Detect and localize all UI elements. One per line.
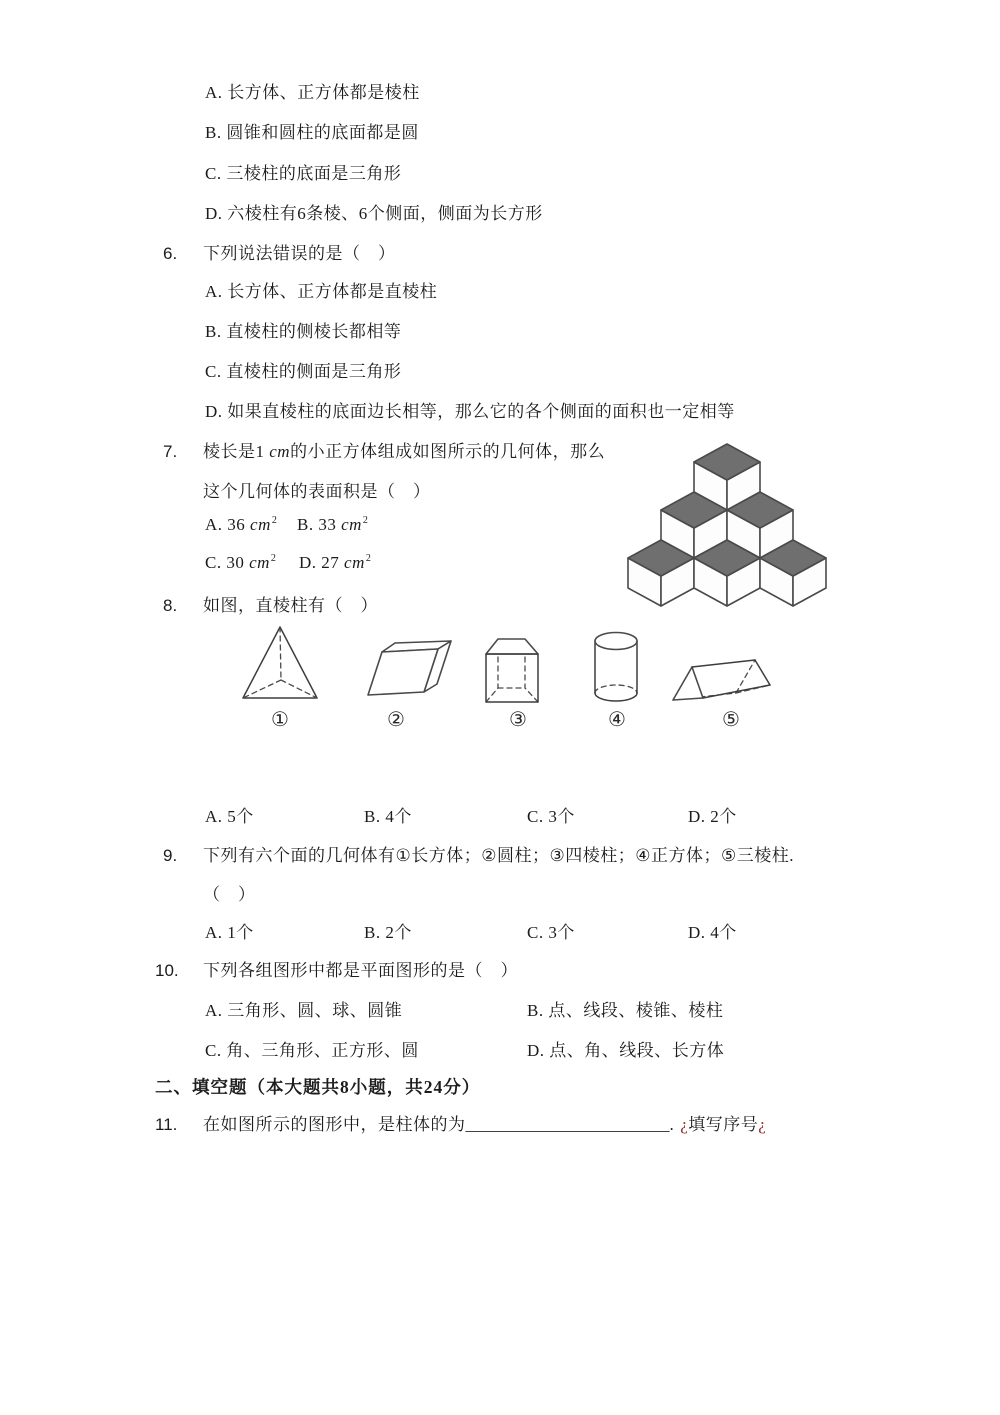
q6-text: 下列说法错误的是（ ） <box>203 244 396 263</box>
figure-5-lying-triangular-prism <box>668 654 774 704</box>
q11-number: 11. <box>155 1115 178 1134</box>
figure-2-oblique-prism <box>362 638 456 704</box>
q6-option-c: C. 直棱柱的侧面是三角形 <box>205 362 402 381</box>
red-close-mark: ¿ <box>758 1115 767 1134</box>
figure-label-4: ④ <box>608 707 626 731</box>
q8-option-c: C. 3个 <box>527 807 575 826</box>
q6-number: 6. <box>163 244 178 263</box>
q10-option-d: D. 点、角、线段、长方体 <box>527 1041 725 1060</box>
q8-option-a: A. 5个 <box>205 807 254 826</box>
q6-option-d: D. 如果直棱柱的底面边长相等，那么它的各个侧面的面积也一定相等 <box>205 402 735 421</box>
q9-option-b: B. 2个 <box>364 923 412 942</box>
figure-label-3: ③ <box>509 707 527 731</box>
fill-in-blank: ________________________ <box>465 1115 670 1134</box>
q5-option-c: C. 三棱柱的底面是三角形 <box>205 164 402 183</box>
q8-option-d: D. 2个 <box>688 807 737 826</box>
q9-number: 9. <box>163 846 178 865</box>
q11-text: 在如图所示的图形中，是柱体的为________________________. ¿填写序号¿ <box>203 1115 767 1134</box>
q7-text-line1: 棱长是1 cm的小正方体组成如图所示的几何体，那么 <box>203 442 606 461</box>
figure-label-2: ② <box>387 707 405 731</box>
q6-option-a: A. 长方体、正方体都是直棱柱 <box>205 282 438 301</box>
figure-1-triangular-pyramid <box>240 624 320 702</box>
red-open-mark: ¿ <box>680 1115 689 1134</box>
stacked-cubes-figure <box>628 441 828 607</box>
q7-option-a: A. 36 $cm^2$ <box>205 515 278 534</box>
q10-text: 下列各组图形中都是平面图形的是（ ） <box>203 961 518 980</box>
q9-text: 下列有六个面的几何体有①长方体；②圆柱；③四棱柱；④正方体；⑤三棱柱. <box>203 846 794 865</box>
q7-number: 7. <box>163 442 178 461</box>
q9-option-c: C. 3个 <box>527 923 575 942</box>
q9-option-d: D. 4个 <box>688 923 737 942</box>
q10-number: 10. <box>155 961 179 980</box>
q7-option-d: D. 27 $cm^2$ <box>299 553 372 572</box>
figure-label-1: ① <box>271 707 289 731</box>
section-2-header: 二、填空题（本大题共8小题，共24分） <box>155 1077 481 1097</box>
q7-option-b: B. 33 $cm^2$ <box>297 515 369 534</box>
q5-option-a: A. 长方体、正方体都是棱柱 <box>205 83 420 102</box>
unit-cm: cm <box>269 442 291 461</box>
figure-4-cylinder <box>593 631 639 705</box>
q5-option-b: B. 圆锥和圆柱的底面都是圆 <box>205 123 419 142</box>
q6-option-b: B. 直棱柱的侧棱长都相等 <box>205 322 402 341</box>
q7-text-line2: 这个几何体的表面积是（ ） <box>203 482 431 501</box>
q10-option-c: C. 角、三角形、正方形、圆 <box>205 1041 419 1060</box>
q8-number: 8. <box>163 596 178 615</box>
q9-paren: （ ） <box>203 885 256 904</box>
figure-3-quadrangular-prism <box>484 636 540 704</box>
q10-option-a: A. 三角形、圆、球、圆锥 <box>205 1001 403 1020</box>
q8-option-b: B. 4个 <box>364 807 412 826</box>
q7-option-c: C. 30 $cm^2$ <box>205 553 277 572</box>
figure-label-5: ⑤ <box>722 707 740 731</box>
q8-text: 如图，直棱柱有（ ） <box>203 596 378 615</box>
q9-option-a: A. 1个 <box>205 923 254 942</box>
q5-option-d: D. 六棱柱有6条棱、6个侧面，侧面为长方形 <box>205 204 543 223</box>
q10-option-b: B. 点、线段、棱锥、棱柱 <box>527 1001 724 1020</box>
